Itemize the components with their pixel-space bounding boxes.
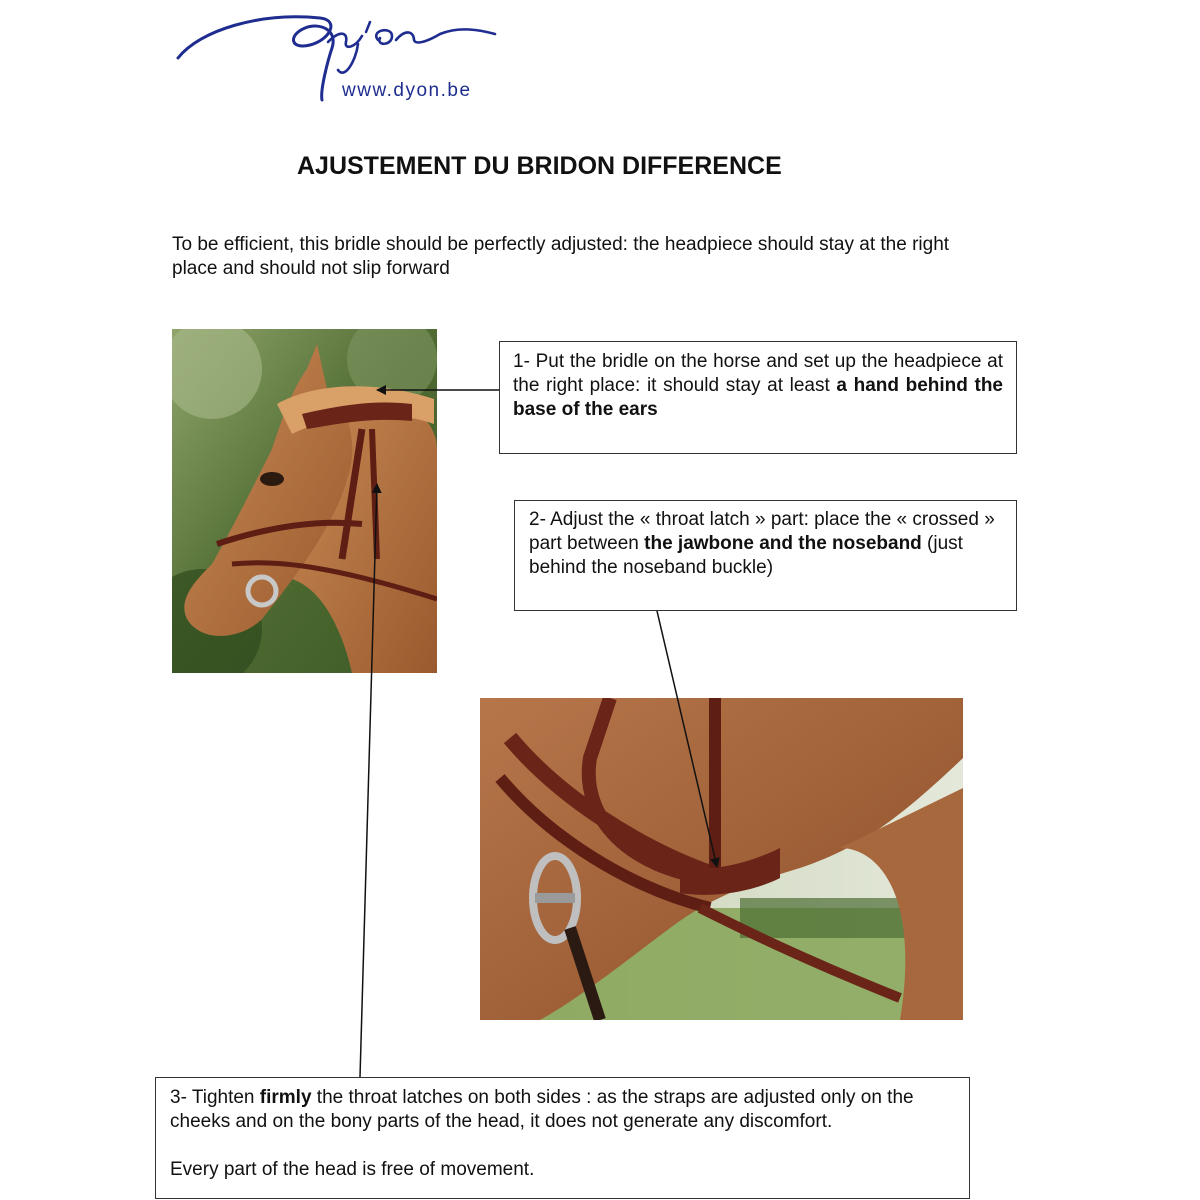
- horse-throat-latch-closeup-photo-icon: [480, 698, 963, 1020]
- step-1-bold-text: a hand behind the base of the ears: [513, 375, 1004, 420]
- step-2-text: 2- Adjust the « throat latch » part: place the « crossed » part between: [529, 509, 995, 554]
- step-1-text: 1- Put the bridle on the horse and set up the headpiece at the right place: it should stay at least: [513, 351, 1003, 396]
- step-2-box: [514, 500, 1017, 611]
- step-3-text-end: the throat latches on both sides : as the straps are adjusted only on the cheeks and on the bony parts of the head, it does not generate any discomfort.: [170, 1087, 914, 1132]
- page-title: AJUSTEMENT DU BRIDON DIFFERENCE: [297, 152, 782, 180]
- step-3-box: [155, 1077, 970, 1199]
- step-3-note: Every part of the head is free of movement.: [170, 1159, 535, 1180]
- throat-latch-photo: [480, 698, 963, 1020]
- step-3-bold-text: firmly: [259, 1087, 312, 1108]
- website-url[interactable]: www.dyon.be: [342, 80, 472, 101]
- step-3-text: 3- Tighten: [170, 1087, 260, 1108]
- horse-head-bridle-photo-icon: [172, 329, 437, 673]
- step-2-text-end: (just behind the noseband buckle): [529, 533, 963, 578]
- step-2-bold-text: the jawbone and the noseband: [644, 533, 922, 554]
- step-1-box: [499, 341, 1017, 454]
- intro-text: To be efficient, this bridle should be perfectly adjusted: the headpiece should stay at the right place and should not slip forward: [172, 234, 950, 279]
- horse-head-photo: [172, 329, 437, 673]
